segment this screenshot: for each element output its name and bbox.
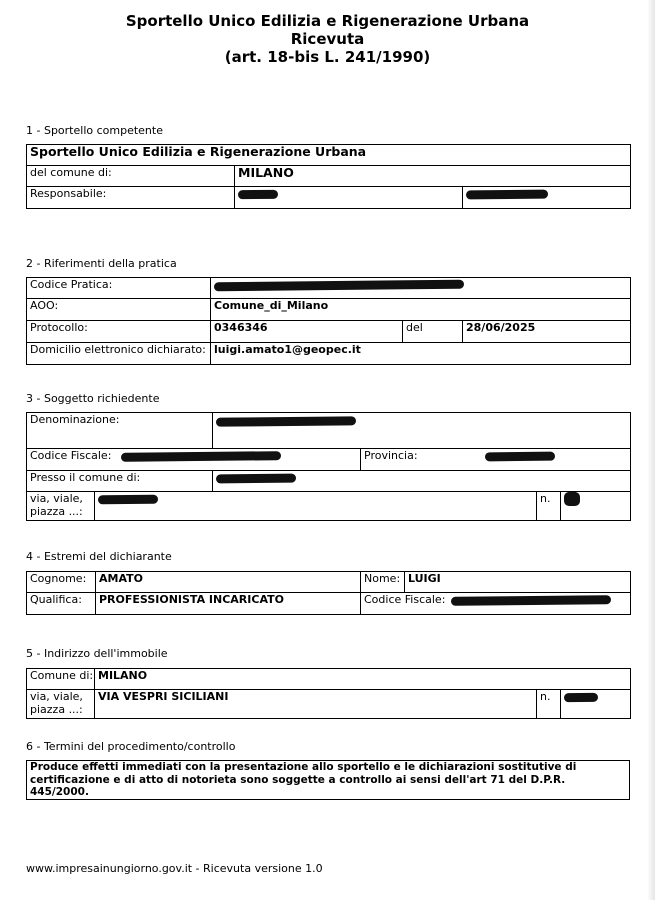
section-6-table <box>26 760 630 800</box>
comune-value: MILANO <box>235 166 631 187</box>
codice-fiscale-label <box>27 449 361 471</box>
document-header <box>0 12 655 66</box>
redaction-mark <box>466 189 548 199</box>
via-label-line-1: via, viale, <box>30 492 83 505</box>
provincia-label-text: Provincia: <box>364 449 418 462</box>
header-law-reference: (art. 18-bis L. 241/1990) <box>224 48 431 66</box>
redaction-mark <box>564 492 580 506</box>
cognome-label: Cognome: <box>27 572 96 593</box>
codice-fiscale-label-text: Codice Fiscale: <box>30 449 112 462</box>
provincia-label <box>361 449 631 471</box>
responsabile-label: Responsabile: <box>27 187 235 209</box>
section-1-table <box>26 144 631 209</box>
termini-text: Produce effetti immediati con la presentazione allo sportello e le dichiarazioni sostitutive di certificazione e di atto di notorieta sono soggette a controllo ai sensi dell'art 71 del D.P.R. 445/2000. <box>27 761 630 800</box>
page-edge-shadow <box>647 0 655 900</box>
aoo-label: AOO: <box>27 299 211 321</box>
immobile-civic-number-label: n. <box>537 690 561 719</box>
via-label-line-2: piazza ...: <box>30 505 83 518</box>
redaction-mark <box>238 189 278 198</box>
section-2-title: 2 - Riferimenti della pratica <box>26 257 177 270</box>
section-2-table <box>26 277 631 365</box>
domicilio-label: Domicilio elettronico dichiarato: <box>27 343 211 365</box>
header-title: Sportello Unico Edilizia e Rigenerazione Urbana <box>125 12 530 30</box>
redaction-mark <box>564 692 598 701</box>
civic-number-value <box>561 492 631 521</box>
via-label <box>27 492 95 521</box>
immobile-civic-number-value <box>561 690 631 719</box>
section-1-title: 1 - Sportello competente <box>26 124 163 137</box>
immobile-via-label <box>27 690 95 719</box>
section-5-table <box>26 668 631 719</box>
immobile-comune-value: MILANO <box>95 669 631 690</box>
redaction-mark <box>485 451 555 461</box>
via-value <box>95 492 537 521</box>
redaction-mark <box>121 451 281 462</box>
domicilio-value: luigi.amato1@geopec.it <box>211 343 631 365</box>
immobile-via-value: VIA VESPRI SICILIANI <box>95 690 537 719</box>
redaction-mark <box>216 416 356 426</box>
section-4-title: 4 - Estremi del dichiarante <box>26 550 172 563</box>
dichiarante-cf-label <box>361 593 631 615</box>
immobile-via-label-line-1: via, viale, <box>30 690 83 703</box>
aoo-value: Comune_di_Milano <box>211 299 631 321</box>
protocollo-label: Protocollo: <box>27 321 211 343</box>
immobile-comune-label: Comune di: <box>27 669 95 690</box>
responsabile-cell <box>235 187 463 209</box>
nome-value: LUIGI <box>405 572 631 593</box>
responsabile-extra-cell <box>463 187 631 209</box>
redaction-mark <box>451 595 611 606</box>
civic-number-label: n. <box>537 492 561 521</box>
protocollo-date: 28/06/2025 <box>463 321 631 343</box>
protocollo-value: 0346346 <box>211 321 403 343</box>
qualifica-value: PROFESSIONISTA INCARICATO <box>96 593 361 615</box>
nome-label: Nome: <box>361 572 405 593</box>
presso-comune-label: Presso il comune di: <box>27 471 213 492</box>
office-name: Sportello Unico Edilizia e Rigenerazione Urbana <box>27 145 631 166</box>
codice-pratica-label: Codice Pratica: <box>27 278 211 299</box>
denominazione-value <box>213 413 631 449</box>
redaction-mark <box>98 494 158 504</box>
section-3-table <box>26 412 631 521</box>
redaction-mark <box>216 473 296 483</box>
codice-pratica-value <box>211 278 631 299</box>
section-4-table <box>26 571 631 615</box>
redaction-mark <box>214 279 464 291</box>
immobile-via-label-line-2: piazza ...: <box>30 703 83 716</box>
header-subtitle: Ricevuta <box>290 30 365 48</box>
qualifica-label: Qualifica: <box>27 593 96 615</box>
section-6-title: 6 - Termini del procedimento/controllo <box>26 740 236 753</box>
section-5-title: 5 - Indirizzo dell'immobile <box>26 647 168 660</box>
section-3-title: 3 - Soggetto richiedente <box>26 392 160 405</box>
denominazione-label: Denominazione: <box>27 413 213 449</box>
del-label: del <box>403 321 463 343</box>
dichiarante-cf-label-text: Codice Fiscale: <box>364 593 446 606</box>
presso-comune-value <box>213 471 631 492</box>
comune-label: del comune di: <box>27 166 235 187</box>
footer-text: www.impresainungiorno.gov.it - Ricevuta versione 1.0 <box>26 862 323 875</box>
cognome-value: AMATO <box>96 572 361 593</box>
